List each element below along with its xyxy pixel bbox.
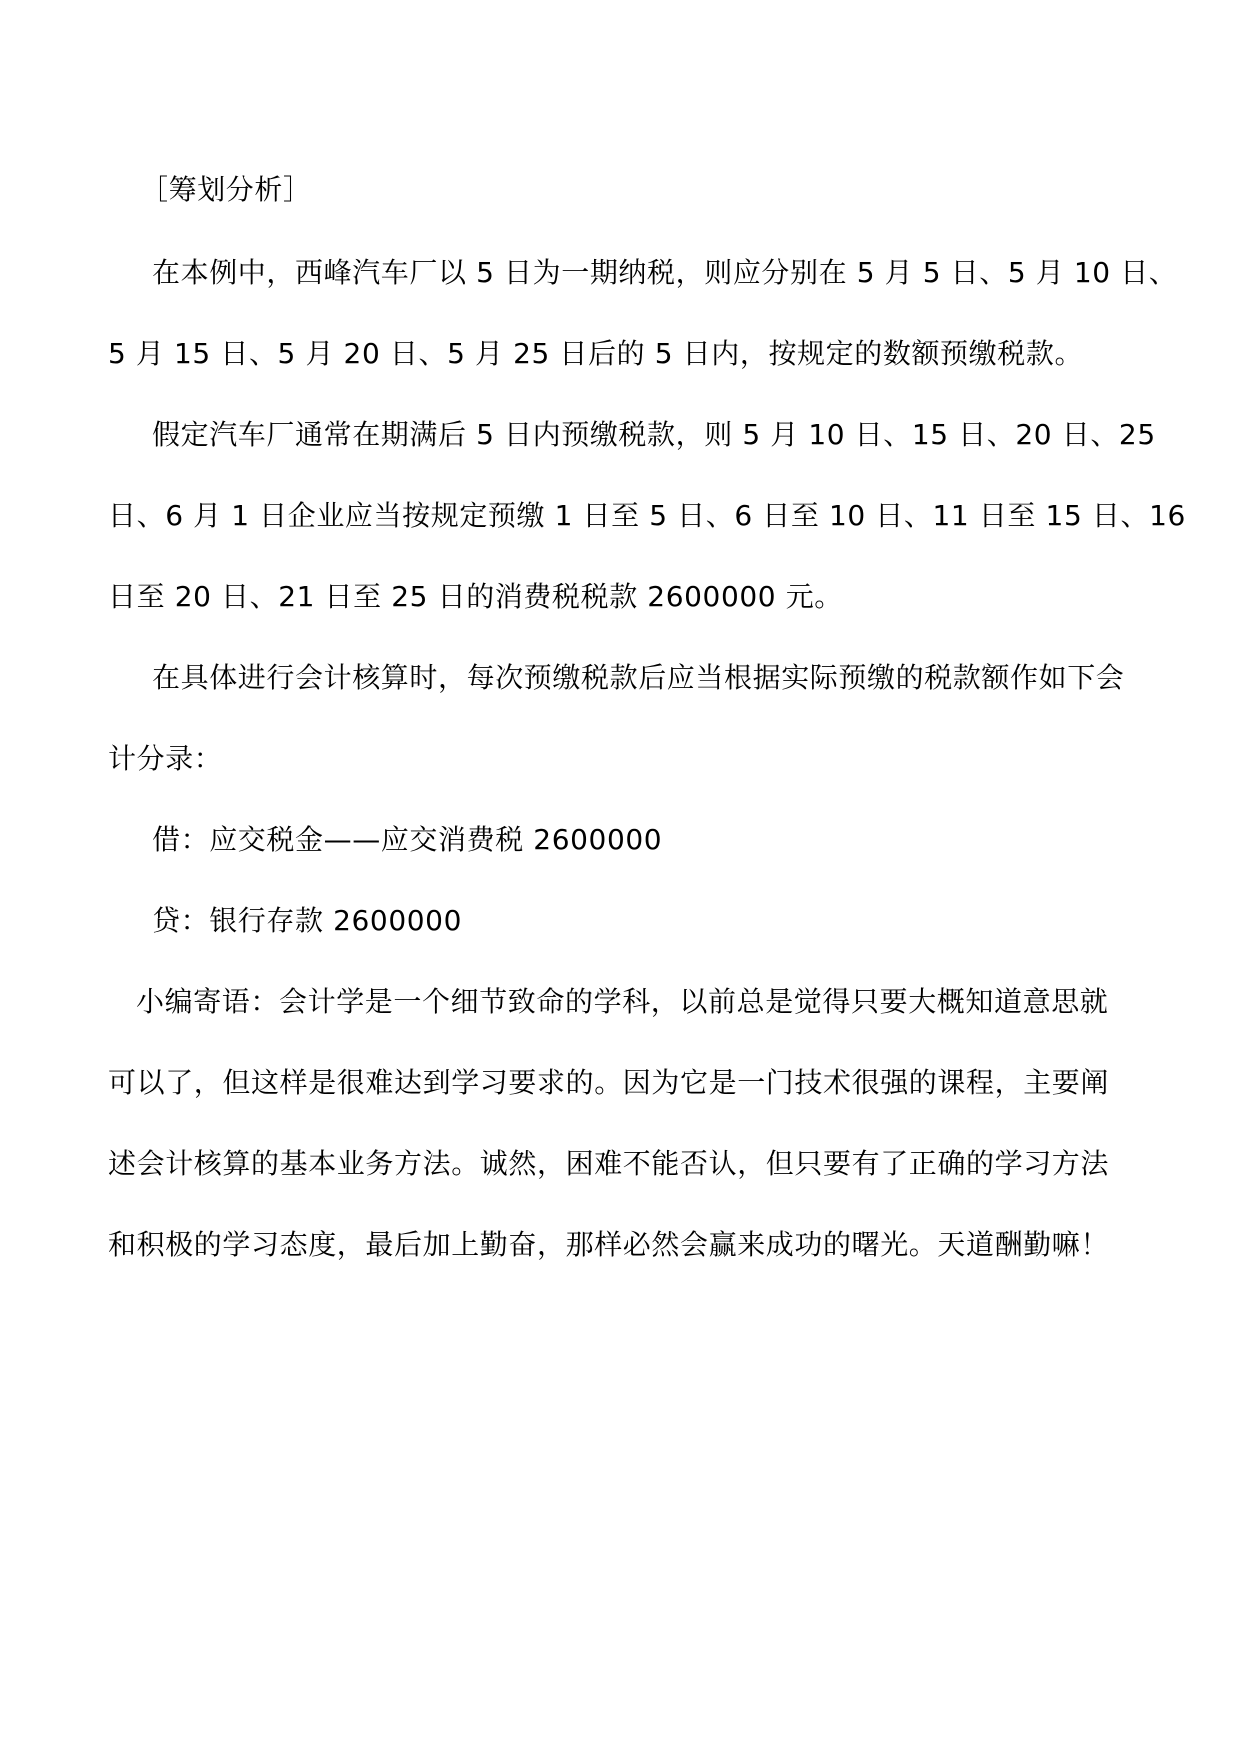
journal-entry-credit: 贷：银行存款 2600000 xyxy=(152,904,463,937)
paragraph-3-line-1: 在具体进行会计核算时，每次预缴税款后应当根据实际预缴的税款额作如下会 xyxy=(152,661,1125,694)
paragraph-2-line-3: 日至 20 日、21 日至 25 日的消费税税款 2600000 元。 xyxy=(108,580,843,613)
editor-note-line-2: 可以了，但这样是很难达到学习要求的。因为它是一门技术很强的课程，主要阐 xyxy=(108,1066,1110,1099)
paragraph-1-line-1: 在本例中，西峰汽车厂以 5 日为一期纳税，则应分别在 5 月 5 日、5 月 10 日、 xyxy=(152,256,1178,289)
paragraph-1-line-2: 5 月 15 日、5 月 20 日、5 月 25 日后的 5 日内，按规定的数额预缴税款。 xyxy=(108,337,1084,370)
section-heading: ［筹划分析］ xyxy=(140,173,312,206)
editor-note-line-1: 小编寄语：会计学是一个细节致命的学科，以前总是觉得只要大概知道意思就 xyxy=(136,985,1109,1018)
editor-note-line-3: 述会计核算的基本业务方法。诚然，困难不能否认，但只要有了正确的学习方法 xyxy=(108,1147,1110,1180)
journal-entry-debit: 借：应交税金——应交消费税 2600000 xyxy=(152,823,663,856)
paragraph-2-line-1: 假定汽车厂通常在期满后 5 日内预缴税款，则 5 月 10 日、15 日、20 日、25 xyxy=(152,418,1156,451)
paragraph-3-line-2: 计分录： xyxy=(108,742,223,775)
editor-note-line-4: 和积极的学习态度，最后加上勤奋，那样必然会赢来成功的曙光。天道酬勤嘛！ xyxy=(108,1228,1110,1261)
paragraph-2-line-2: 日、6 月 1 日企业应当按规定预缴 1 日至 5 日、6 日至 10 日、11 日至 15 日、16 xyxy=(108,499,1186,532)
